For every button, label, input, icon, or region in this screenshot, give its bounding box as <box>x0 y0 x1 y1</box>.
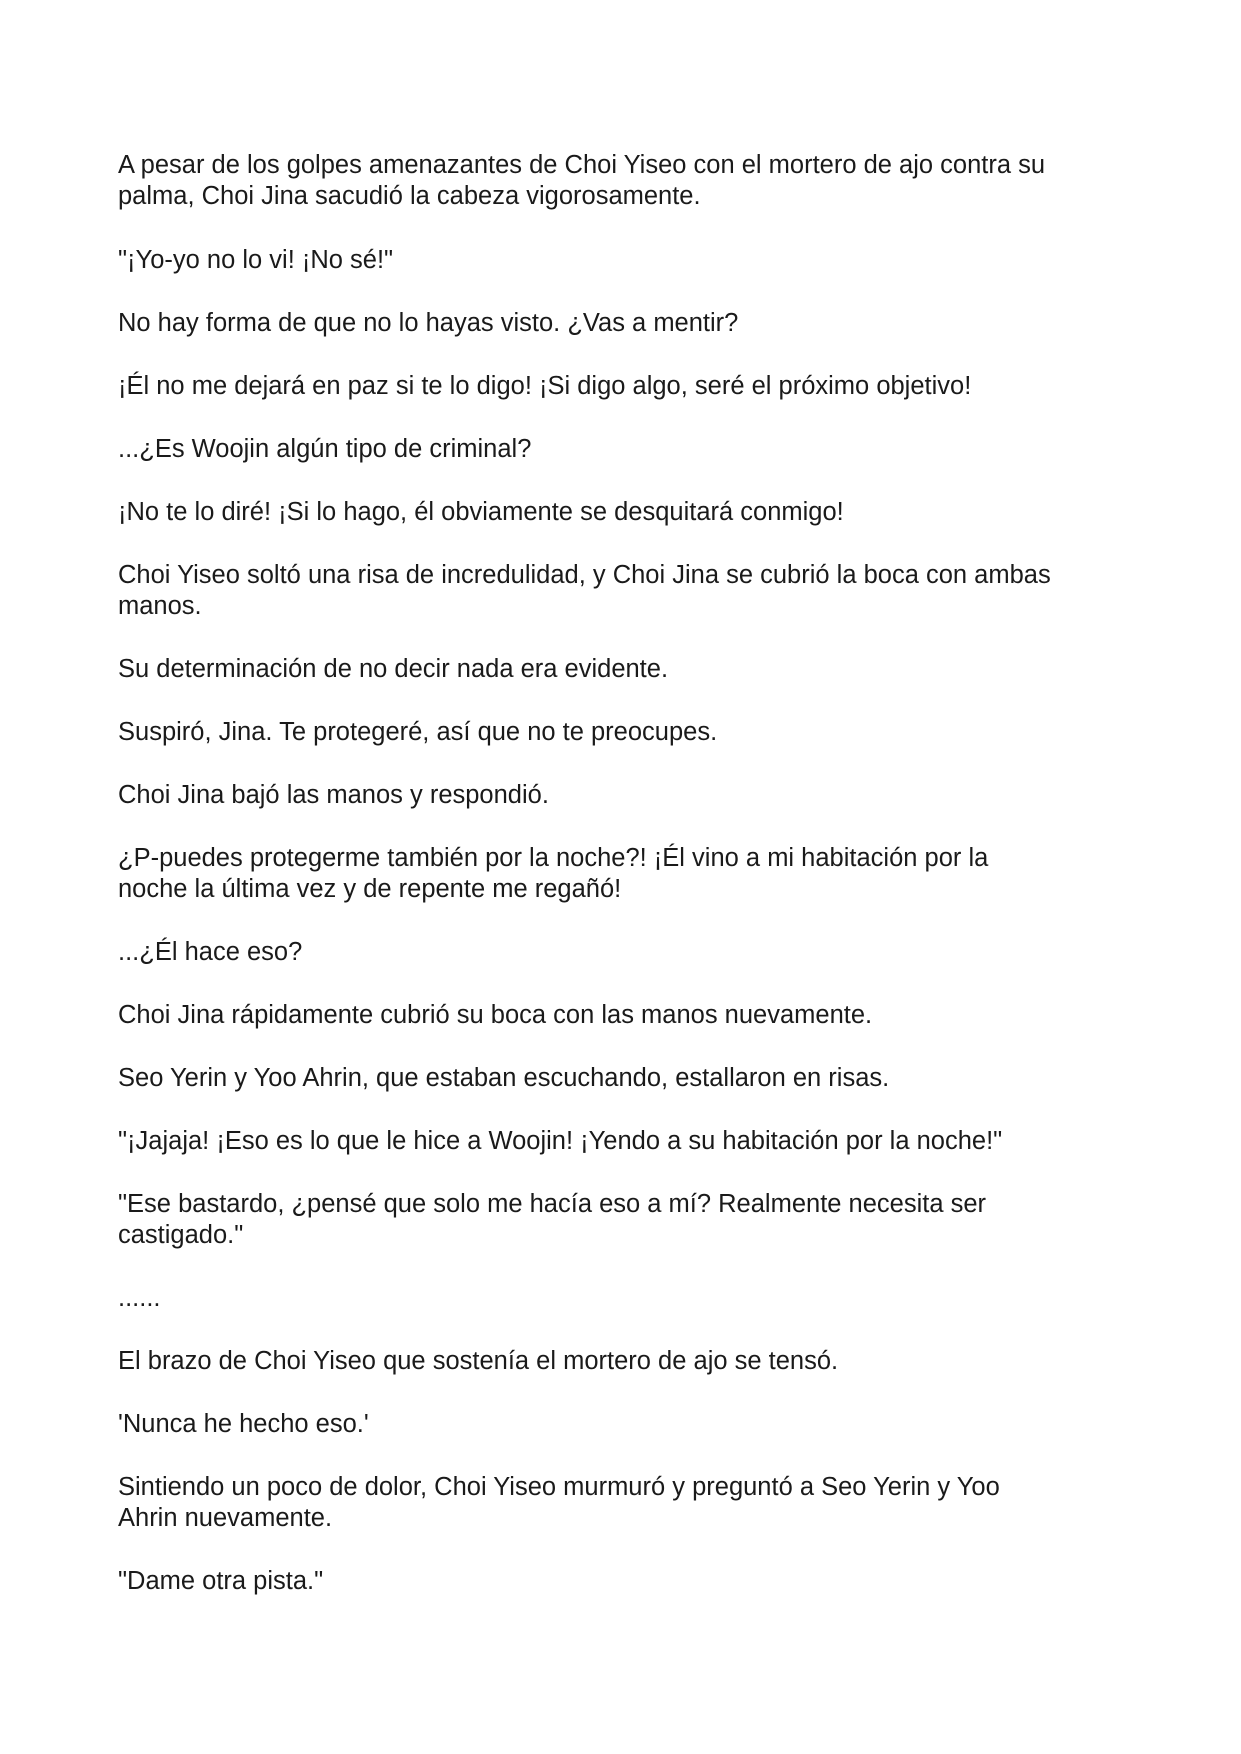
text-line: "Dame otra pista." <box>118 1567 324 1595</box>
text-line: castigado." <box>118 1221 244 1249</box>
text-line: Sintiendo un poco de dolor, Choi Yiseo murmuró y preguntó a Seo Yerin y Yoo <box>118 1473 1000 1501</box>
text-line: 'Nunca he hecho eso.' <box>118 1410 369 1438</box>
text-line: noche la última vez y de repente me regañó! <box>118 875 622 903</box>
text-line: "¡Jajaja! ¡Eso es lo que le hice a Woojin! ¡Yendo a su habitación por la noche!" <box>118 1127 1003 1155</box>
text-line: Ahrin nuevamente. <box>118 1504 333 1532</box>
text-line: ¡No te lo diré! ¡Si lo hago, él obviamente se desquitará conmigo! <box>118 498 844 526</box>
text-line: Choi Yiseo soltó una risa de incredulidad, y Choi Jina se cubrió la boca con ambas <box>118 561 1051 589</box>
text-line: El brazo de Choi Yiseo que sostenía el mortero de ajo se tensó. <box>118 1347 839 1375</box>
text-line: ...¿Es Woojin algún tipo de criminal? <box>118 435 532 463</box>
text-line: ¡Él no me dejará en paz si te lo digo! ¡Si digo algo, seré el próximo objetivo! <box>118 372 972 400</box>
text-line: Suspiró, Jina. Te protegeré, así que no te preocupes. <box>118 718 718 746</box>
text-line: palma, Choi Jina sacudió la cabeza vigorosamente. <box>118 182 701 210</box>
text-line: A pesar de los golpes amenazantes de Choi Yiseo con el mortero de ajo contra su <box>118 151 1046 179</box>
text-line: "Ese bastardo, ¿pensé que solo me hacía eso a mí? Realmente necesita ser <box>118 1190 987 1218</box>
text-line: Su determinación de no decir nada era evidente. <box>118 655 669 683</box>
text-line: Choi Jina rápidamente cubrió su boca con las manos nuevamente. <box>118 1001 873 1029</box>
text-line: Choi Jina bajó las manos y respondió. <box>118 781 549 809</box>
text-line: manos. <box>118 592 202 620</box>
text-line: ...¿Él hace eso? <box>118 938 303 966</box>
text-line: ¿P-puedes protegerme también por la noche?! ¡Él vino a mi habitación por la <box>118 844 989 872</box>
text-line: ...... <box>118 1284 161 1312</box>
text-line: "¡Yo-yo no lo vi! ¡No sé!" <box>118 246 394 274</box>
text-line: Seo Yerin y Yoo Ahrin, que estaban escuchando, estallaron en risas. <box>118 1064 890 1092</box>
text-line: No hay forma de que no lo hayas visto. ¿Vas a mentir? <box>118 309 739 337</box>
